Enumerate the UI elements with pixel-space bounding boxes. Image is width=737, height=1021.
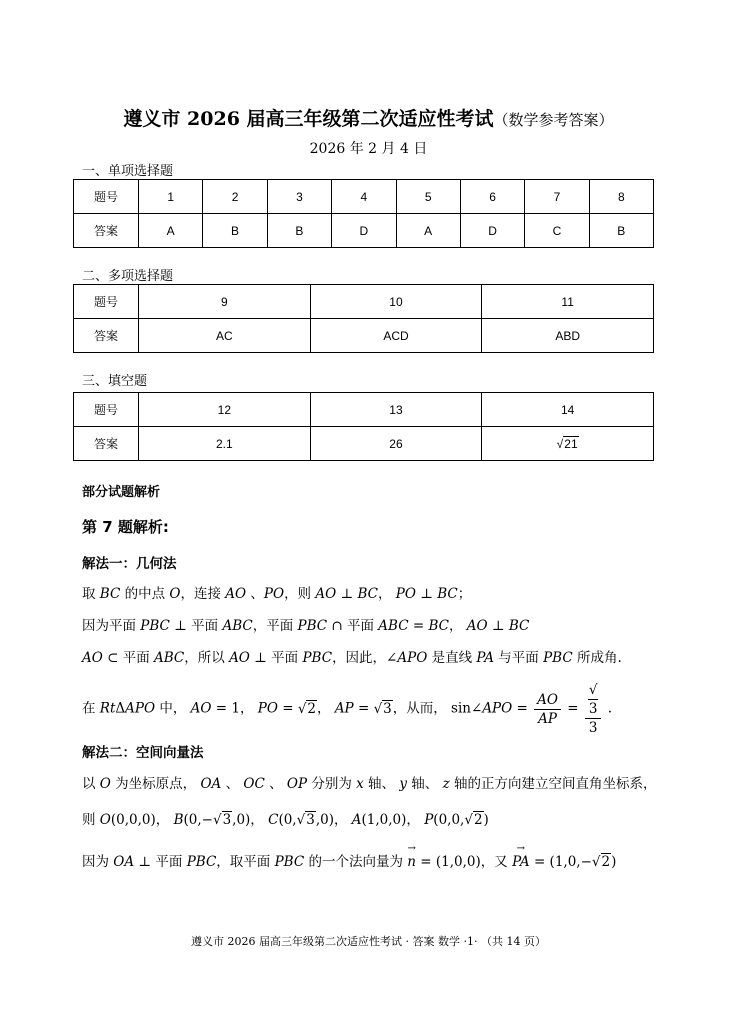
question-number: 12 (139, 393, 311, 427)
section3-heading: 三、填空题 (82, 374, 148, 389)
sqrt-symbol: √21 (556, 436, 578, 451)
analysis-heading: 部分试题解析 (82, 485, 161, 500)
page-footer: 遵义市 2026 届高三年级第二次适应性考试 · 答案 数学 ·1· （共 14 页） (191, 935, 546, 948)
solution-line: 取 BC 的中点 O，连接 AO 、PO，则 AO ⊥ BC， PO ⊥ BC； (82, 586, 472, 602)
question-number: 14 (482, 393, 654, 427)
solution-line: 因为平面 PBC ⊥ 平面 ABC，平面 PBC ∩ 平面 ABC = BC， AO ⊥ BC (82, 618, 530, 634)
question-number: 3 (267, 180, 331, 214)
answer-cell: B (203, 214, 267, 248)
question-number: 1 (139, 180, 203, 214)
question-number: 4 (332, 180, 396, 214)
answer-cell: 2.1 (139, 427, 311, 461)
solution-line: 在 RtΔAPO 中， AO = 1， PO = √2， AP = √3，从而， sin∠APO = $\frac{AO}{AP}$ = √ 3 3 . (82, 682, 613, 736)
table-row (74, 319, 654, 353)
title-main: 遵义市 2026 届高三年级第二次适应性考试 (123, 108, 494, 130)
row-label: 答案 (74, 214, 139, 248)
answer-cell: ABD (482, 319, 654, 353)
question-number: 9 (139, 285, 311, 319)
row-label: 题号 (74, 285, 139, 319)
answer-cell: AC (139, 319, 311, 353)
answer-cell: C (525, 214, 589, 248)
solution-line: 以 O 为坐标原点， OA 、 OC 、 OP 分别为 x 轴、 y 轴、 z 轴的正方向建立空间直角坐标系， (82, 776, 657, 792)
method1-heading: 解法一：几何法 (82, 556, 177, 572)
answer-cell: ACD (310, 319, 482, 353)
answer-cell: 26 (310, 427, 482, 461)
row-label: 答案 (74, 427, 139, 461)
page-title (0, 104, 737, 131)
answer-cell: A (139, 214, 203, 248)
table-row (74, 214, 654, 248)
answer-cell (482, 427, 654, 461)
question-number: 13 (310, 393, 482, 427)
solution-line: 则 O(0,0,0)， B(0,−√3,0)， C(0,√3,0)， A(1,0,0)， P(0,0,√2) (82, 812, 489, 828)
section1-table (73, 179, 654, 248)
table-row (74, 285, 654, 319)
answer-cell: B (589, 214, 653, 248)
q7-heading: 第 7 题解析: (82, 518, 169, 536)
question-number: 7 (525, 180, 589, 214)
answer-cell: D (460, 214, 524, 248)
table-row (74, 393, 654, 427)
table-row (74, 180, 654, 214)
table-row (74, 427, 654, 461)
section2-table (73, 284, 654, 353)
section1-heading: 一、单项选择题 (82, 164, 174, 179)
answer-cell: D (332, 214, 396, 248)
row-label: 答案 (74, 319, 139, 353)
solution-line: 因为 OA ⊥ 平面 PBC，取平面 PBC 的一个法向量为 → n = (1,0,0)，又 → PA = (1,0,−√2) (82, 850, 616, 870)
answer-cell: B (267, 214, 331, 248)
question-number: 6 (460, 180, 524, 214)
title-subtitle: （数学参考答案） (493, 111, 614, 129)
method2-heading: 解法二：空间向量法 (82, 745, 204, 761)
question-number: 5 (396, 180, 460, 214)
question-number: 10 (310, 285, 482, 319)
row-label: 题号 (74, 180, 139, 214)
question-number: 2 (203, 180, 267, 214)
solution-line: AO ⊂ 平面 ABC，所以 AO ⊥ 平面 PBC，因此，∠APO 是直线 PA 与平面 PBC 所成角. (82, 650, 622, 666)
section3-table (73, 392, 654, 461)
answer-cell: A (396, 214, 460, 248)
question-number: 11 (482, 285, 654, 319)
row-label: 题号 (74, 393, 139, 427)
sqrt-radicand: 21 (564, 436, 578, 451)
section2-heading: 二、多项选择题 (82, 269, 174, 284)
exam-date: 2026 年 2 月 4 日 (309, 141, 428, 157)
question-number: 8 (589, 180, 653, 214)
